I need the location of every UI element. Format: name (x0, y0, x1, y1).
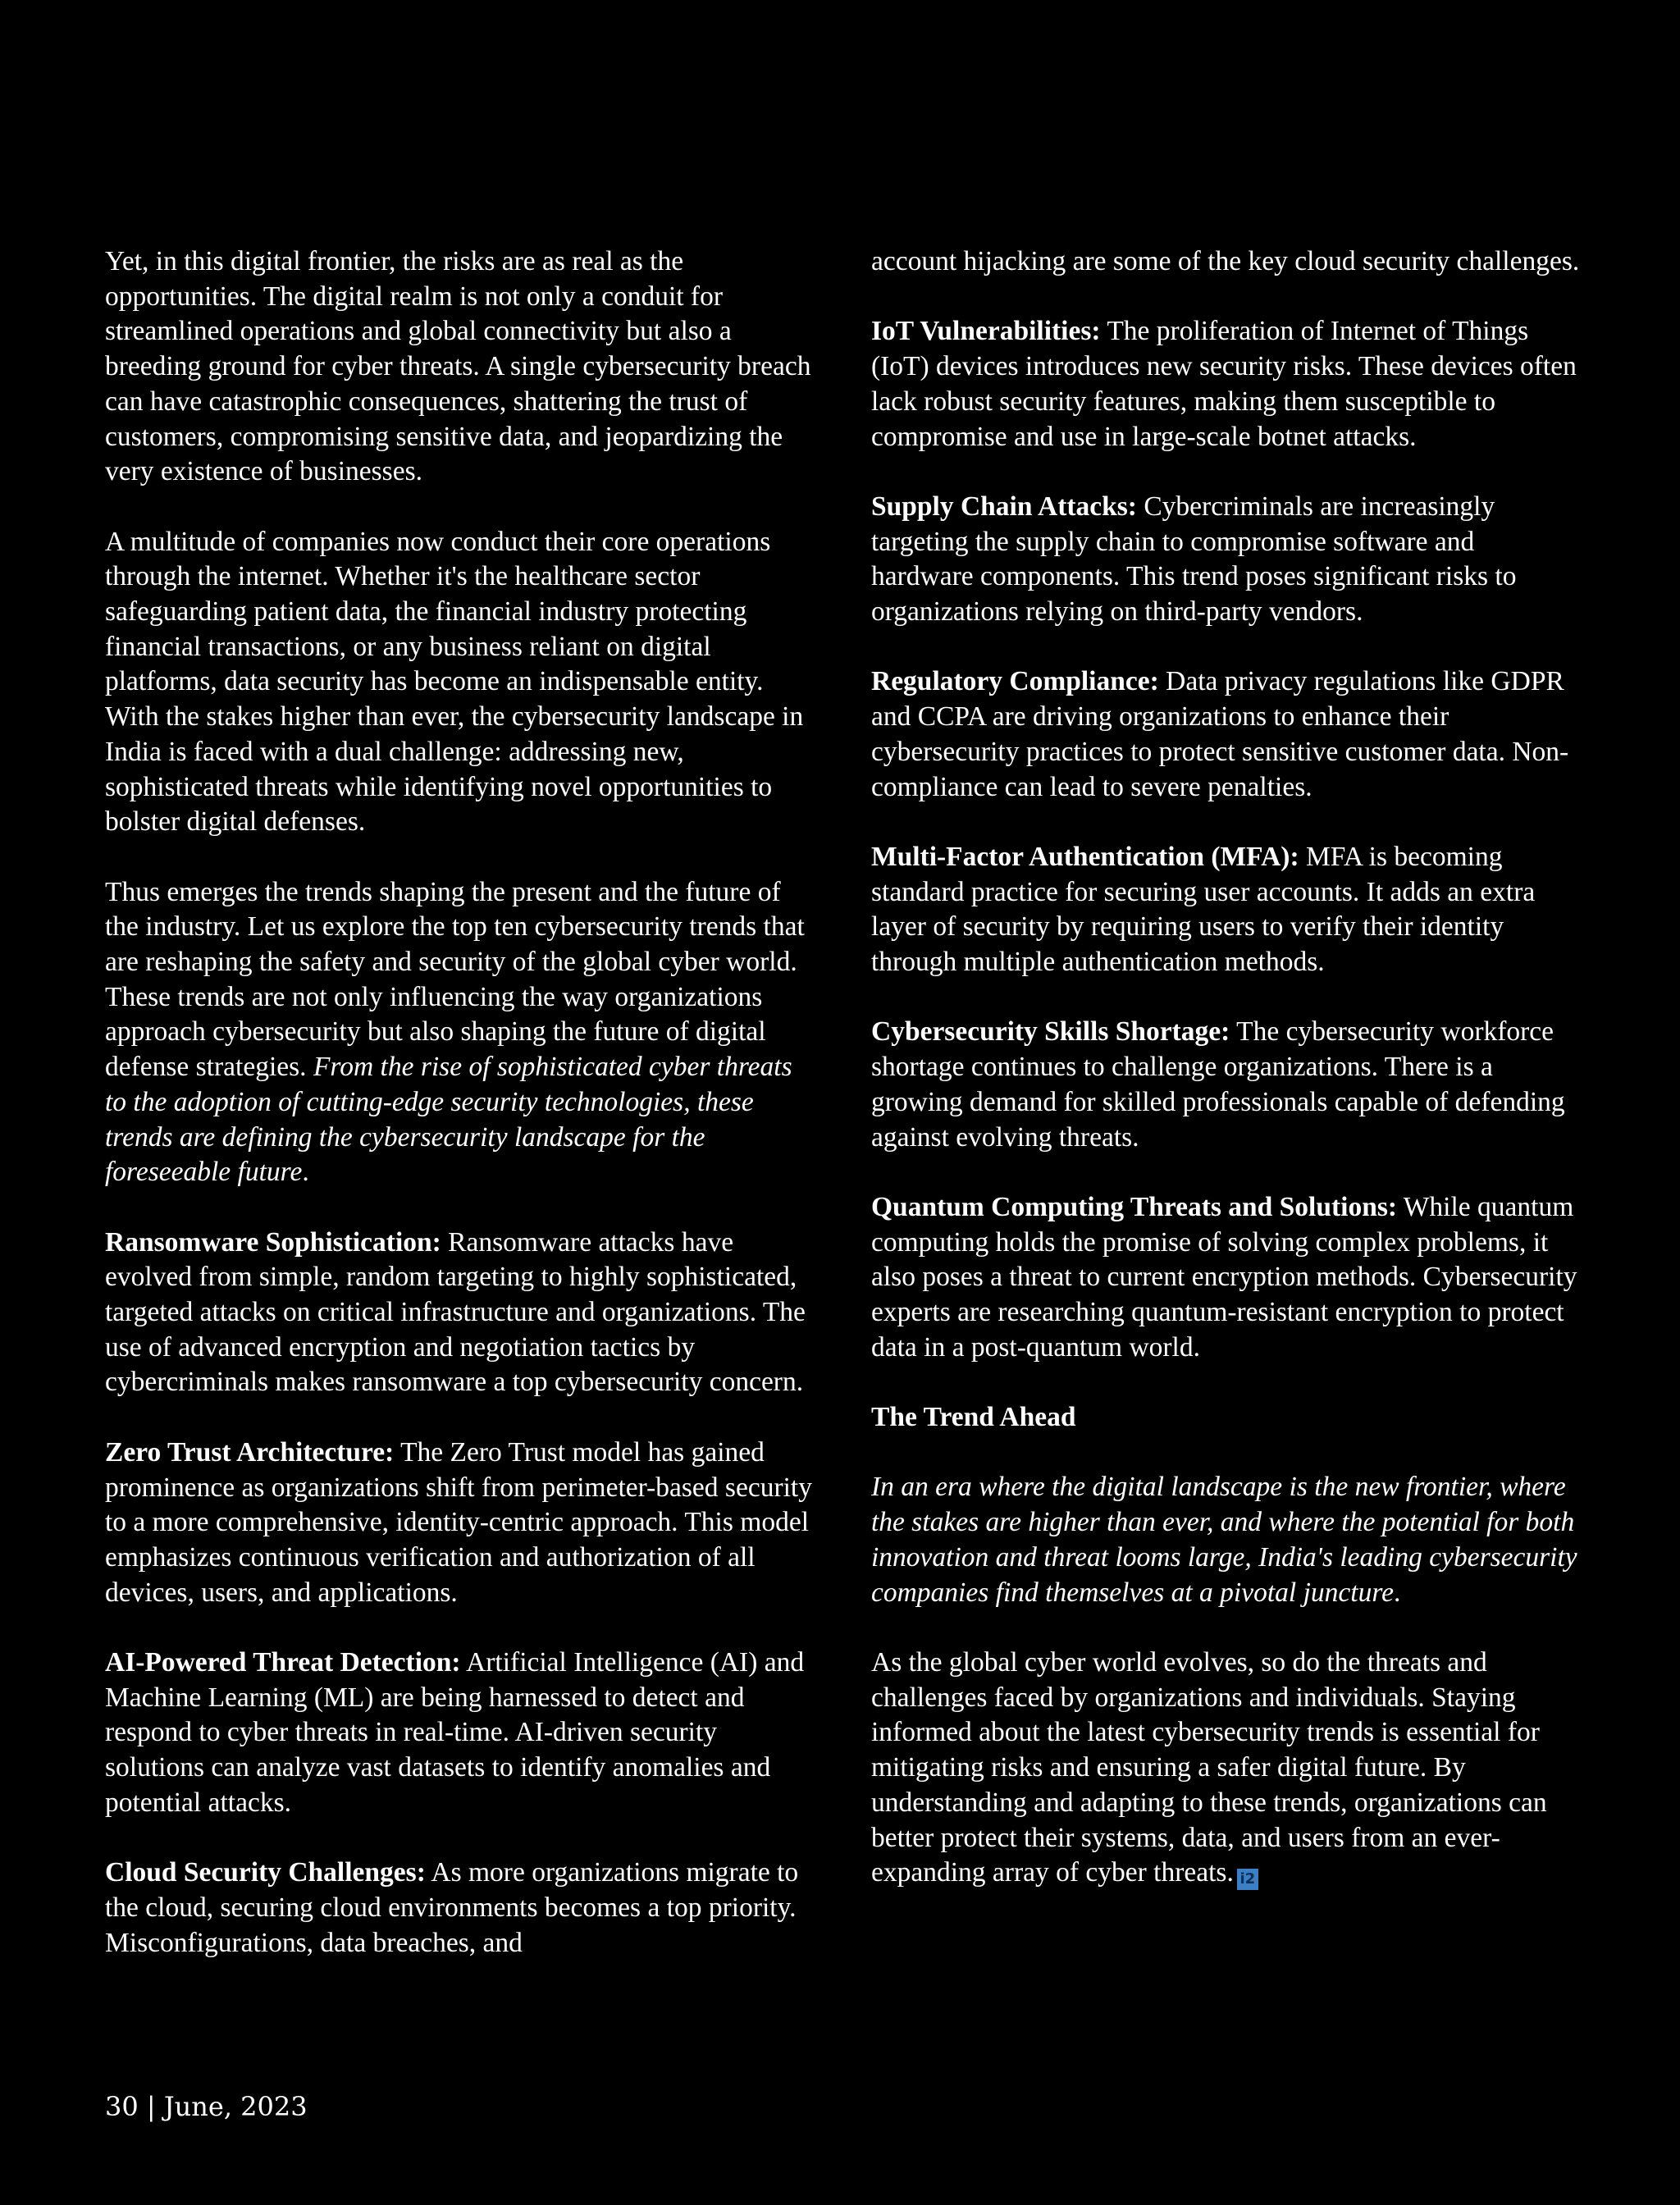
page-footer: 30 | June, 2023 (105, 2091, 308, 2122)
trend-title: Multi-Factor Authentication (MFA): (871, 841, 1299, 872)
left-column (105, 244, 814, 1961)
trend-supply-chain (871, 490, 1580, 630)
closing-italic-end: . (1394, 1577, 1401, 1608)
trend-quantum-computing (871, 1190, 1580, 1366)
section-heading-trend-ahead: The Trend Ahead (871, 1402, 1076, 1433)
trend-title: Cybersecurity Skills Shortage: (871, 1016, 1230, 1048)
intro-paragraph-3-end: . (302, 1157, 309, 1188)
trend-text: Data privacy regulations like GDPR and CCPA are driving organizations to enhance their cybersecurity practices to protect sensitive customer data. Non-compliance can lead to severe penalties. (871, 666, 1569, 802)
trend-title: AI-Powered Threat Detection: (105, 1647, 461, 1678)
intro-paragraph-2: A multitude of companies now conduct their core operations through the internet. Whether it's the healthcare sector safeguarding patient data, the financial industry protecting financial transactions, or any business reliant on digital platforms, data security has become an indispensable entity. With the stakes higher than ever, the cybersecurity landscape in India is faced with a dual challenge: addressing new, sophisticated threats while identifying novel opportunities to bolster digital defenses. (105, 526, 804, 838)
trend-title: Supply Chain Attacks: (871, 491, 1137, 522)
trend-text: As more organizations migrate to the cloud, securing cloud environments becomes a top priority. Misconfigurations, data breaches, and (105, 1857, 799, 1958)
trend-title: Cloud Security Challenges: (105, 1857, 426, 1888)
intro-paragraph-3-text: Thus emerges the trends shaping the present and the future of the industry. Let us explore the top ten cybersecurity trends that are reshaping the safety and security of the global cyber world. These trends are not only influencing the way organizations approach cybersecurity but also shaping the future of digital defense strategies. (105, 876, 805, 1083)
article-end-icon: i2 (1237, 1869, 1258, 1890)
closing-paragraph (871, 1646, 1580, 1891)
trend-zero-trust (105, 1436, 814, 1611)
trend-skills-shortage (871, 1015, 1580, 1155)
closing-paragraph-text: As the global cyber world evolves, so do the threats and challenges faced by organizations and individuals. Staying informed about the latest cybersecurity trends is essential for mitigating risks and ensuring a safer digital future. By understanding and adapting to these trends, organizations can better protect their systems, data, and users from an ever-expanding array of cyber threats. (871, 1646, 1547, 1888)
trend-text: The cybersecurity workforce shortage continues to challenge organizations. There is a growing demand for skilled professionals capable of defending against evolving threats. (871, 1016, 1565, 1153)
trend-title: IoT Vulnerabilities: (871, 316, 1101, 347)
trend-mfa (871, 840, 1580, 980)
trend-text: Ransomware attacks have evolved from simple, random targeting to highly sophisticated, targeted attacks on critical infrastructure and organizations. The use of advanced encryption and negotiation tactics by cybercriminals makes ransomware a top cybersecurity concern. (105, 1226, 806, 1398)
trend-title: Zero Trust Architecture: (105, 1436, 395, 1468)
trend-regulatory-compliance (871, 664, 1580, 805)
trend-ai-threat-detection (105, 1646, 814, 1821)
trend-text: MFA is becoming standard practice for securing user accounts. It adds an extra layer of security by requiring users to verify their identity through multiple authentication methods. (871, 841, 1536, 977)
closing-italic-paragraph (871, 1470, 1580, 1610)
trend-text: The proliferation of Internet of Things (IoT) devices introduces new security risks. These devices often lack robust security features, making them susceptible to compromise and use in large-scale botnet attacks. (871, 316, 1577, 452)
trend-iot (871, 314, 1580, 454)
trend-title: Regulatory Compliance: (871, 666, 1159, 697)
trend-title: Quantum Computing Threats and Solutions: (871, 1191, 1398, 1222)
trend-title: Ransomware Sophistication: (105, 1226, 441, 1258)
trend-text: Artificial Intelligence (AI) and Machine Learning (ML) are being harnessed to detect and respond to cyber threats in real-time. AI-driven security solutions can analyze vast datasets to identify anomalies and potential attacks. (105, 1647, 805, 1818)
trend-text: The Zero Trust model has gained prominence as organizations shift from perimeter-based security to a more comprehensive, identity-centric approach. This model emphasizes continuous verification and authorization of all devices, users, and applications. (105, 1436, 812, 1608)
trend-ransomware (105, 1226, 814, 1401)
intro-paragraph-3 (105, 875, 814, 1190)
intro-paragraph-3-italic: From the rise of sophisticated cyber threats to the adoption of cutting-edge security technologies, these trends are defining the cybersecurity landscape for the foreseeable future (105, 1052, 792, 1188)
closing-italic-text: In an era where the digital landscape is the new frontier, where the stakes are higher than ever, and where the potential for both innovation and threat looms large, India's leading cybersecurity companies find themselves at a pivotal juncture (871, 1472, 1577, 1608)
right-column (871, 244, 1580, 1891)
trend-cloud-security (105, 1856, 814, 1961)
intro-paragraph-1: Yet, in this digital frontier, the risks are as real as the opportunities. The digital realm is not only a conduit for streamlined operations and global connectivity but also a breeding ground for cyber threats. A single cybersecurity breach can have catastrophic consequences, shattering the trust of customers, compromising sensitive data, and jeopardizing the very existence of businesses. (105, 246, 811, 487)
cloud-security-continuation: account hijacking are some of the key cloud security challenges. (871, 246, 1580, 276)
trend-text: Cybercriminals are increasingly targeting the supply chain to compromise software and hardware components. This trend poses significant risks to organizations relying on third-party vendors. (871, 491, 1517, 627)
trend-text: While quantum computing holds the promise of solving complex problems, it also poses a threat to current encryption methods. Cybersecurity experts are researching quantum-resistant encryption to protect data in a post-quantum world. (871, 1191, 1577, 1363)
